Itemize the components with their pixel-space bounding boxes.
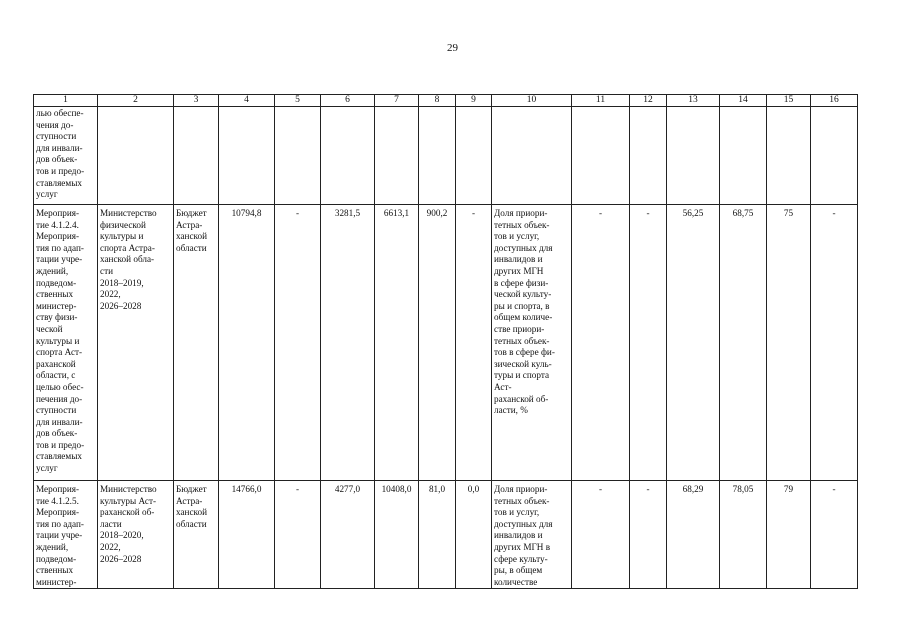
total-cell [219,107,275,205]
funding-source-cell: Бюджет Астра- ханской области [174,481,219,589]
measure-name-cell: Мероприя- тие 4.1.2.5. Мероприя- тия по адап- тации учре- ждений, подведом- ственных министер- [34,481,98,589]
value-cell-16 [811,107,858,205]
value-cell-14 [720,107,767,205]
value-cell-9: 0,0 [456,481,492,589]
value-cell-16: - [811,205,858,481]
value-cell-7 [375,107,419,205]
indicator-cell: Доля приори- тетных объек- тов и услуг, доступных для инвалидов и других МГН в сфере физи- ческой культу- ры и спорта, в общем количе- стве приори- тетных объек- тов в сфере фи- зической куль- туры и спорта Аст- раханской об- ласти, % [492,205,572,481]
col-header-4: 4 [219,95,275,107]
value-cell-5: - [275,481,321,589]
col-header-9: 9 [456,95,492,107]
table-row [34,481,858,589]
total-cell: 10794,8 [219,205,275,481]
value-cell-6: 3281,5 [321,205,375,481]
table-row [34,107,858,205]
value-cell-11 [572,107,630,205]
value-cell-6 [321,107,375,205]
col-header-7: 7 [375,95,419,107]
value-cell-8: 81,0 [419,481,456,589]
measure-name-cell: лью обеспе- чения до- ступности для инвали- дов объек- тов и предо- ставляемых услуг [34,107,98,205]
value-cell-11: - [572,205,630,481]
value-cell-12 [630,107,667,205]
value-cell-12: - [630,481,667,589]
value-cell-14: 68,75 [720,205,767,481]
executor-cell: Министерство культуры Аст- раханской об- ласти 2018–2020, 2022, 2026–2028 [98,481,174,589]
value-cell-5: - [275,205,321,481]
funding-source-cell: Бюджет Астра- ханской области [174,205,219,481]
indicator-cell: Доля приори- тетных объек- тов и услуг, доступных для инвалидов и других МГН в сфере культу- ры, в общем количестве [492,481,572,589]
col-header-12: 12 [630,95,667,107]
col-header-1: 1 [34,95,98,107]
header-row [34,95,858,107]
page-number: 29 [447,42,458,54]
value-cell-16: - [811,481,858,589]
value-cell-8 [419,107,456,205]
value-cell-15: 75 [767,205,811,481]
col-header-14: 14 [720,95,767,107]
value-cell-9 [456,107,492,205]
col-header-13: 13 [667,95,720,107]
value-cell-5 [275,107,321,205]
total-cell: 14766,0 [219,481,275,589]
col-header-15: 15 [767,95,811,107]
table-row [34,205,858,481]
program-measures-table [33,94,858,589]
col-header-8: 8 [419,95,456,107]
col-header-3: 3 [174,95,219,107]
value-cell-11: - [572,481,630,589]
value-cell-12: - [630,205,667,481]
value-cell-13: 68,29 [667,481,720,589]
col-header-11: 11 [572,95,630,107]
value-cell-13 [667,107,720,205]
value-cell-9: - [456,205,492,481]
value-cell-7: 10408,0 [375,481,419,589]
value-cell-14: 78,05 [720,481,767,589]
col-header-2: 2 [98,95,174,107]
indicator-cell [492,107,572,205]
col-header-6: 6 [321,95,375,107]
executor-cell [98,107,174,205]
funding-source-cell [174,107,219,205]
col-header-16: 16 [811,95,858,107]
value-cell-7: 6613,1 [375,205,419,481]
measure-name-cell: Мероприя- тие 4.1.2.4. Мероприя- тия по адап- тации учре- ждений, подведом- ственных министер- ству физи- ческой культуры и спорта Аст- раханской области, с целью обес- печения до- ступности для инвали- дов объек- тов и предо- ставляемых услуг [34,205,98,481]
value-cell-6: 4277,0 [321,481,375,589]
col-header-5: 5 [275,95,321,107]
value-cell-15 [767,107,811,205]
col-header-10: 10 [492,95,572,107]
value-cell-13: 56,25 [667,205,720,481]
value-cell-15: 79 [767,481,811,589]
executor-cell: Министерство физической культуры и спорта Астра- ханской обла- сти 2018–2019, 2022, 2026–2028 [98,205,174,481]
value-cell-8: 900,2 [419,205,456,481]
